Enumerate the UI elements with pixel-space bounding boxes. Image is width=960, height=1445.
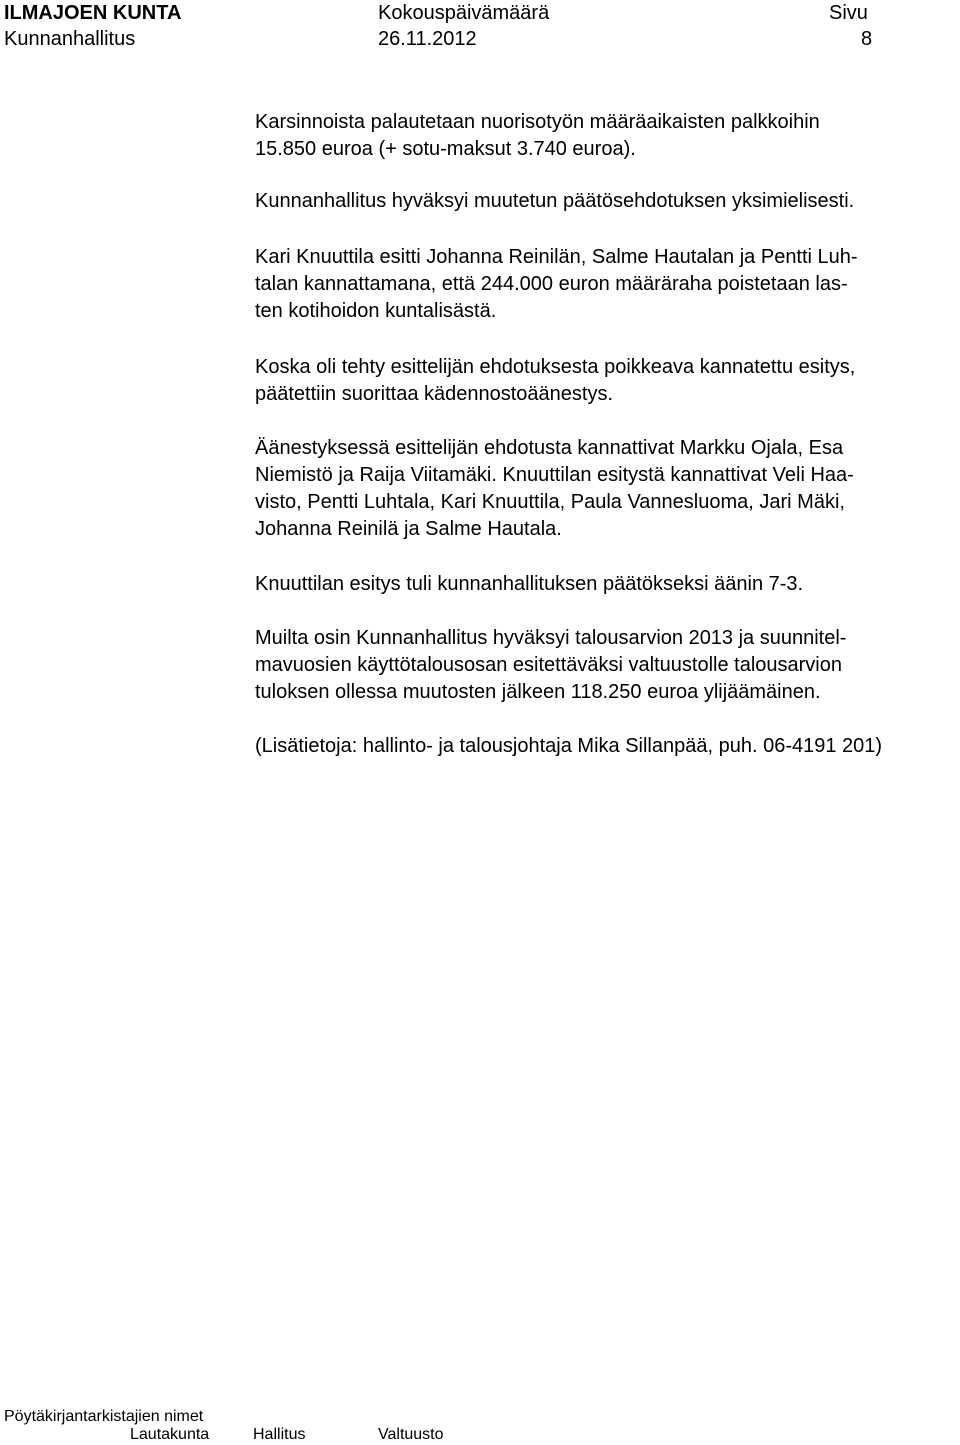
paragraph-karsinnoista — [255, 109, 945, 163]
text-line: Koska oli tehty esittelijän ehdotuksesta poikkeava kannatettu esitys, päätettiin suorittaa kädennostoäänestys. — [255, 356, 856, 405]
organization-name: ILMAJOEN KUNTA — [4, 2, 182, 24]
paragraph-budget-approval — [255, 625, 945, 706]
text-line: Knuuttilan esitys tuli kunnanhallituksen päätökseksi äänin 7-3. — [255, 573, 804, 595]
page-label: Sivu — [829, 2, 868, 24]
page-number: 8 — [861, 28, 873, 50]
footer-lautakunta: Lautakunta — [130, 1426, 210, 1443]
text-line: (Lisätietoja: hallinto- ja talousjohtaja Mika Sillanpää, puh. 06-4191 201) — [255, 735, 883, 757]
text-line: Kunnanhallitus hyväksyi muutetun päätösehdotuksen yksimielisesti. — [255, 190, 855, 212]
paragraph-hyvaksyi — [255, 188, 945, 215]
text-line: Äänestyksessä esittelijän ehdotusta kannattivat Markku Ojala, Esa Niemistö ja Raija Viitamäki. Knuuttilan esitystä kannattivat Veli Haa- visto, Pentti Luhtala, Kari Knuuttila, Paula Vannesluoma, Jari Mäki, Johanna Reinilä ja Salme Hautala. — [255, 437, 854, 540]
paragraph-knuuttila-proposal — [255, 244, 945, 325]
footer-valtuusto: Valtuusto — [378, 1426, 444, 1443]
body-name: Kunnanhallitus — [4, 28, 136, 50]
text-line: Kari Knuuttila esitti Johanna Reinilän, Salme Hautalan ja Pentti Luh- talan kannattamana, että 244.000 euron määräraha poistetaan las- ten kotihoidon kuntalisästä. — [255, 246, 858, 322]
footer-title: Pöytäkirjantarkistajien nimet — [4, 1408, 204, 1425]
meeting-date: 26.11.2012 — [378, 28, 477, 50]
paragraph-vote-result — [255, 435, 945, 543]
footer-hallitus: Hallitus — [253, 1426, 306, 1443]
text-line: Karsinnoista palautetaan nuorisotyön määräaikaisten palkkoihin 15.850 euroa (+ sotu-maksut 3.740 euroa). — [255, 111, 820, 160]
paragraph-decision — [255, 571, 945, 598]
text-line: Muilta osin Kunnanhallitus hyväksyi talousarvion 2013 ja suunnitel- mavuosien käyttötalousosan esitettäväksi valtuustolle talousarvion tuloksen ollessa muutosten jälkeen 118.250 euroa ylijäämäinen. — [255, 627, 847, 703]
paragraph-vote-decision — [255, 354, 945, 408]
date-label: Kokouspäivämäärä — [378, 2, 550, 24]
paragraph-contact-info — [255, 733, 945, 760]
